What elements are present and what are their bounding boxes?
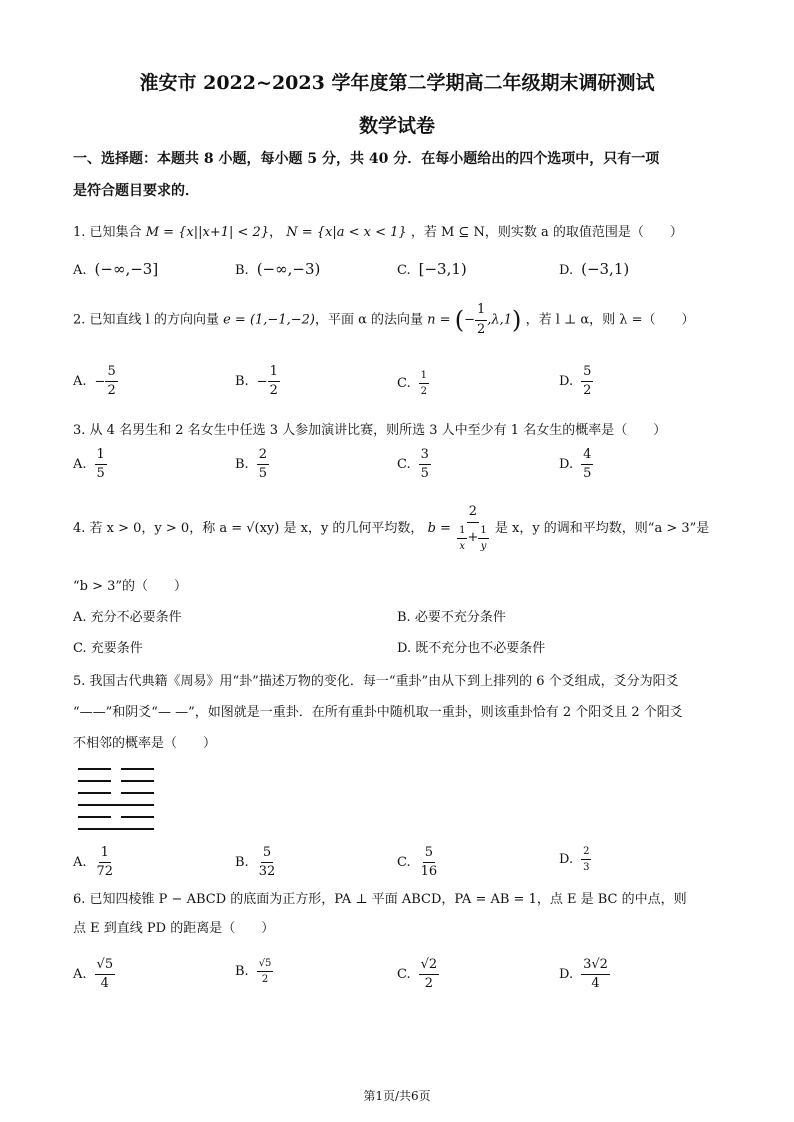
q2-vector-n-frac: $\frac{1}{2}$ [476, 302, 486, 337]
q5-option-a[interactable]: A. $\frac{1}{72}$ [73, 845, 114, 880]
q6-line2: 点 E 到直线 PD 的距离是（ ） [73, 921, 275, 936]
q5-line3: 不相邻的概率是（ ） [73, 736, 217, 751]
q4-option-d[interactable]: D. 既不充分也不必要条件 [397, 641, 546, 656]
q2-option-d[interactable]: D. $\frac{5}{2}$ [559, 364, 592, 399]
q3-option-a[interactable]: A. $\frac{1}{5}$ [73, 447, 105, 482]
q5-line1: 5. 我国古代典籍《周易》用“卦”描述万物的变化．每一“重卦”由从下到上排列的 6 个爻组成，爻分为阳爻 [73, 674, 679, 689]
page-footer: 第1页/共6页 [363, 1089, 431, 1103]
q1-option-d[interactable]: D. (−3,1) [559, 260, 630, 278]
q1-sep: ， [269, 225, 283, 240]
exam-title: 淮安市 2022~2023 学年度第二学期高二年级期末调研测试 [139, 72, 655, 94]
q4-line2: “b > 3”的（ ） [73, 579, 188, 594]
q1-option-b[interactable]: B. (−∞,−3) [235, 260, 321, 278]
question-3: 3. 从 4 名男生和 2 名女生中任选 3 人参加演讲比赛，则所选 3 人中至少有 1 名女生的概率是（ ） [73, 423, 667, 438]
question-2: 2. 已知直线 l 的方向向量 e = (1,−1,−2)，平面 α 的法向量 n = (− $\frac{1}{2}$ ,λ,1) ，若 l ⊥ α，则 λ =（ ） [73, 302, 695, 337]
q6-option-c[interactable]: C. $\frac{√2}{2}$ [397, 957, 438, 992]
q5-option-b[interactable]: B. $\frac{5}{32}$ [235, 845, 276, 880]
q2-mid: ，平面 α 的法向量 [314, 312, 424, 328]
q2-lead: 2. 已知直线 l 的方向向量 [73, 312, 219, 328]
q6-option-d[interactable]: D. $\frac{3√2}{4}$ [559, 957, 608, 992]
q2-option-a[interactable]: A. − $\frac{5}{2}$ [73, 364, 116, 399]
q1-set-n: N = {x|a < x < 1} [286, 225, 407, 240]
q4-option-a[interactable]: A. 充分不必要条件 [73, 610, 182, 625]
q6-option-a[interactable]: A. $\frac{√5}{4}$ [73, 957, 114, 992]
section-header-line1: 一、选择题：本题共 8 小题，每小题 5 分，共 40 分．在每小题给出的四个选项中，只有一项 [73, 151, 660, 167]
q3-option-d[interactable]: D. $\frac{4}{5}$ [559, 447, 592, 482]
q1-option-c[interactable]: C. [−3,1) [397, 260, 467, 278]
q2-option-b[interactable]: B. − $\frac{1}{2}$ [235, 364, 278, 399]
q4-option-c[interactable]: C. 充要条件 [73, 641, 143, 656]
q5-option-d[interactable]: D. $\frac{2}{3}$ [559, 846, 590, 873]
q4-harmonic-fraction: 2 $\frac{1}{x}$ + $\frac{1}{y}$ [459, 504, 487, 552]
q6-line1: 6. 已知四棱锥 P − ABCD 的底面为正方形，PA ⊥ 平面 ABCD，PA = AB = 1，点 E 是 BC 的中点，则 [73, 892, 687, 907]
q5-option-c[interactable]: C. $\frac{5}{16}$ [397, 845, 438, 880]
q2-tail: ，若 l ⊥ α，则 λ =（ ） [525, 312, 695, 328]
q2-vector-n-prefix: n = [427, 312, 451, 328]
exam-subtitle: 数学试卷 [358, 115, 435, 137]
question-4: 4. 若 x > 0，y > 0，称 a = √(xy) 是 x，y 的几何平均数， b = 2 $\frac{1}{x}$ + $\frac{1}{y}$ 是 x，y 的调和平均数，则“a > 3”是 [73, 504, 710, 552]
q4-tail: 是 x，y 的调和平均数，则“a > 3”是 [494, 521, 710, 536]
q4-lead: 4. 若 x > 0，y > 0，称 a = √(xy) 是 x，y 的几何平均数， [73, 521, 424, 536]
q1-set-m: M = {x||x+1| < 2} [145, 225, 270, 240]
q2-option-c[interactable]: C. $\frac{1}{2}$ [397, 370, 427, 397]
q3-option-b[interactable]: B. $\frac{2}{5}$ [235, 447, 267, 482]
hexagram-figure [78, 765, 154, 835]
q4-option-b[interactable]: B. 必要不充分条件 [397, 610, 506, 625]
q3-option-c[interactable]: C. $\frac{3}{5}$ [397, 447, 429, 482]
q2-vector-n-rest: ,λ,1 [487, 312, 513, 328]
q1-option-a[interactable]: A. (−∞,−3] [73, 260, 159, 278]
q1-lead: 1. 已知集合 [73, 225, 142, 240]
q6-option-b[interactable]: B. $\frac{√5}{2}$ [235, 958, 272, 985]
section-header-line2: 是符合题目要求的． [73, 183, 199, 199]
q5-line2: “——”和阴爻“— —”，如图就是一重卦．在所有重卦中随机取一重卦，则该重卦恰有 2 个阳爻且 2 个阳爻 [73, 705, 683, 720]
question-1 [73, 226, 683, 239]
q2-vector-e: e = (1,−1,−2) [223, 312, 315, 328]
q1-tail: ，若 M ⊆ N，则实数 a 的取值范围是（ ） [410, 225, 683, 240]
